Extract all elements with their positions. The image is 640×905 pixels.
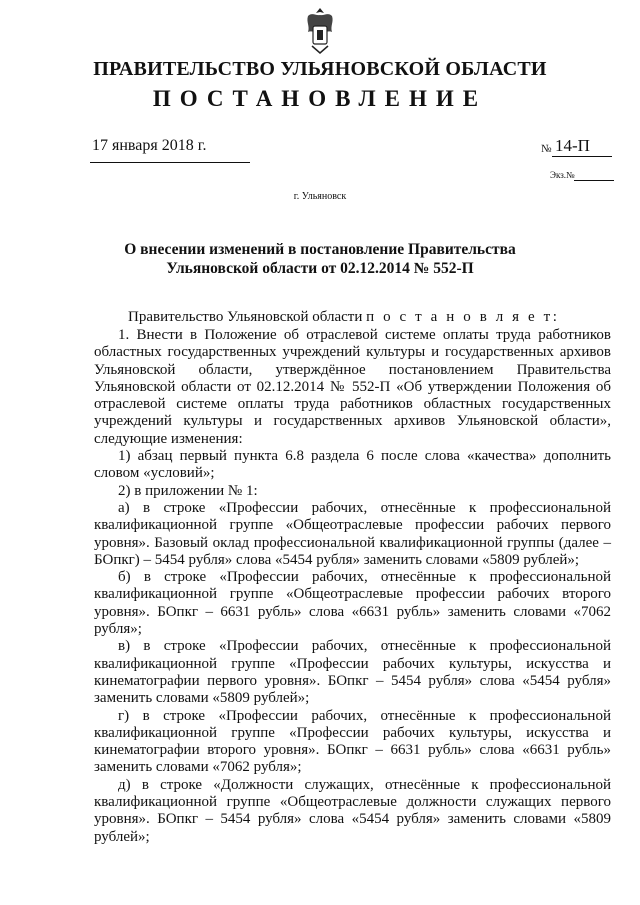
paragraph-2: 1) абзац первый пункта 6.8 раздела 6 после слова «качества» дополнить словом «условий»; [94, 448, 611, 482]
intro-prefix: Правительство Ульяновской области [128, 309, 363, 325]
paragraph-5: б) в строке «Профессии рабочих, отнесённые к профессиональной квалификационной группе «Общеотраслевые профессии рабочих второго уровня». БОпкг – 6631 рубль» слова «6631 рубль» заменить словами «7062 рубля»; [94, 569, 611, 638]
paragraph-1: 1. Внести в Положение об отраслевой системе оплаты труда работников областных государственных учреждений культуры и государственных архивов Ульяновской области, утверждённое постановлением Правительства Ульяновской области от 02.12.2014 № 552-П «Об утверждении Положения об отраслевой системе оплаты труда работников областных государственных учреждений культуры и государственных архивов Ульяновской области», следующие изменения: [94, 327, 611, 447]
copy-number-underline [574, 180, 614, 181]
document-type: ПОСТАНОВЛЕНИЕ [152, 86, 488, 111]
paragraph-6: в) в строке «Профессии рабочих, отнесённые к профессиональной квалификационной группе «Профессии рабочих культуры, искусства и кинематографии первого уровня». БОпкг – 5454 рубля» слова «5454 рубля» заменить словами «5809 рублей»; [94, 638, 611, 707]
document-number: 14-П [555, 136, 590, 155]
number-underline [552, 156, 612, 157]
intro-line [128, 309, 560, 326]
city: г. Ульяновск [293, 191, 347, 202]
copy-number-label: Экз.№ [550, 170, 575, 180]
document-date: 17 января 2018 г. [92, 137, 207, 154]
organization-name: ПРАВИТЕЛЬСТВО УЛЬЯНОВСКОЙ ОБЛАСТИ [93, 58, 547, 80]
intro-decree-word: п о с т а н о в л я е т: [366, 309, 560, 325]
date-underline [90, 162, 250, 163]
document-title [110, 240, 530, 278]
document-body [94, 327, 611, 846]
title-line-2: Ульяновской области от 02.12.2014 № 552-П [166, 260, 474, 277]
coat-of-arms-emblem [302, 6, 338, 56]
paragraph-3: 2) в приложении № 1: [118, 482, 258, 499]
paragraph-7: г) в строке «Профессии рабочих, отнесённые к профессиональной квалификационной группе «Профессии рабочих культуры, искусства и кинематографии второго уровня». БОпкг – 6631 рубль» слова «6631 рубль» заменить словами «7062 рубля»; [94, 707, 611, 776]
paragraph-4: а) в строке «Профессии рабочих, отнесённые к профессиональной квалификационной группе «Общеотраслевые профессии рабочих первого уровня». Базовый оклад профессиональной квалификационной группы (далее – БОпкг) – 5454 рубля» слова «5454 рубля» заменить словами «5809 рублей»; [94, 499, 611, 568]
number-label: № [541, 143, 552, 155]
paragraph-8: д) в строке «Должности служащих, отнесённые к профессиональной квалификационной группе «Общеотраслевые должности служащих первого уровня». БОпкг – 5454 рубля» слова «5454 рубля» заменить словами «5809 рублей»; [94, 776, 611, 845]
title-line-1: О внесении изменений в постановление Правительства [124, 241, 516, 258]
